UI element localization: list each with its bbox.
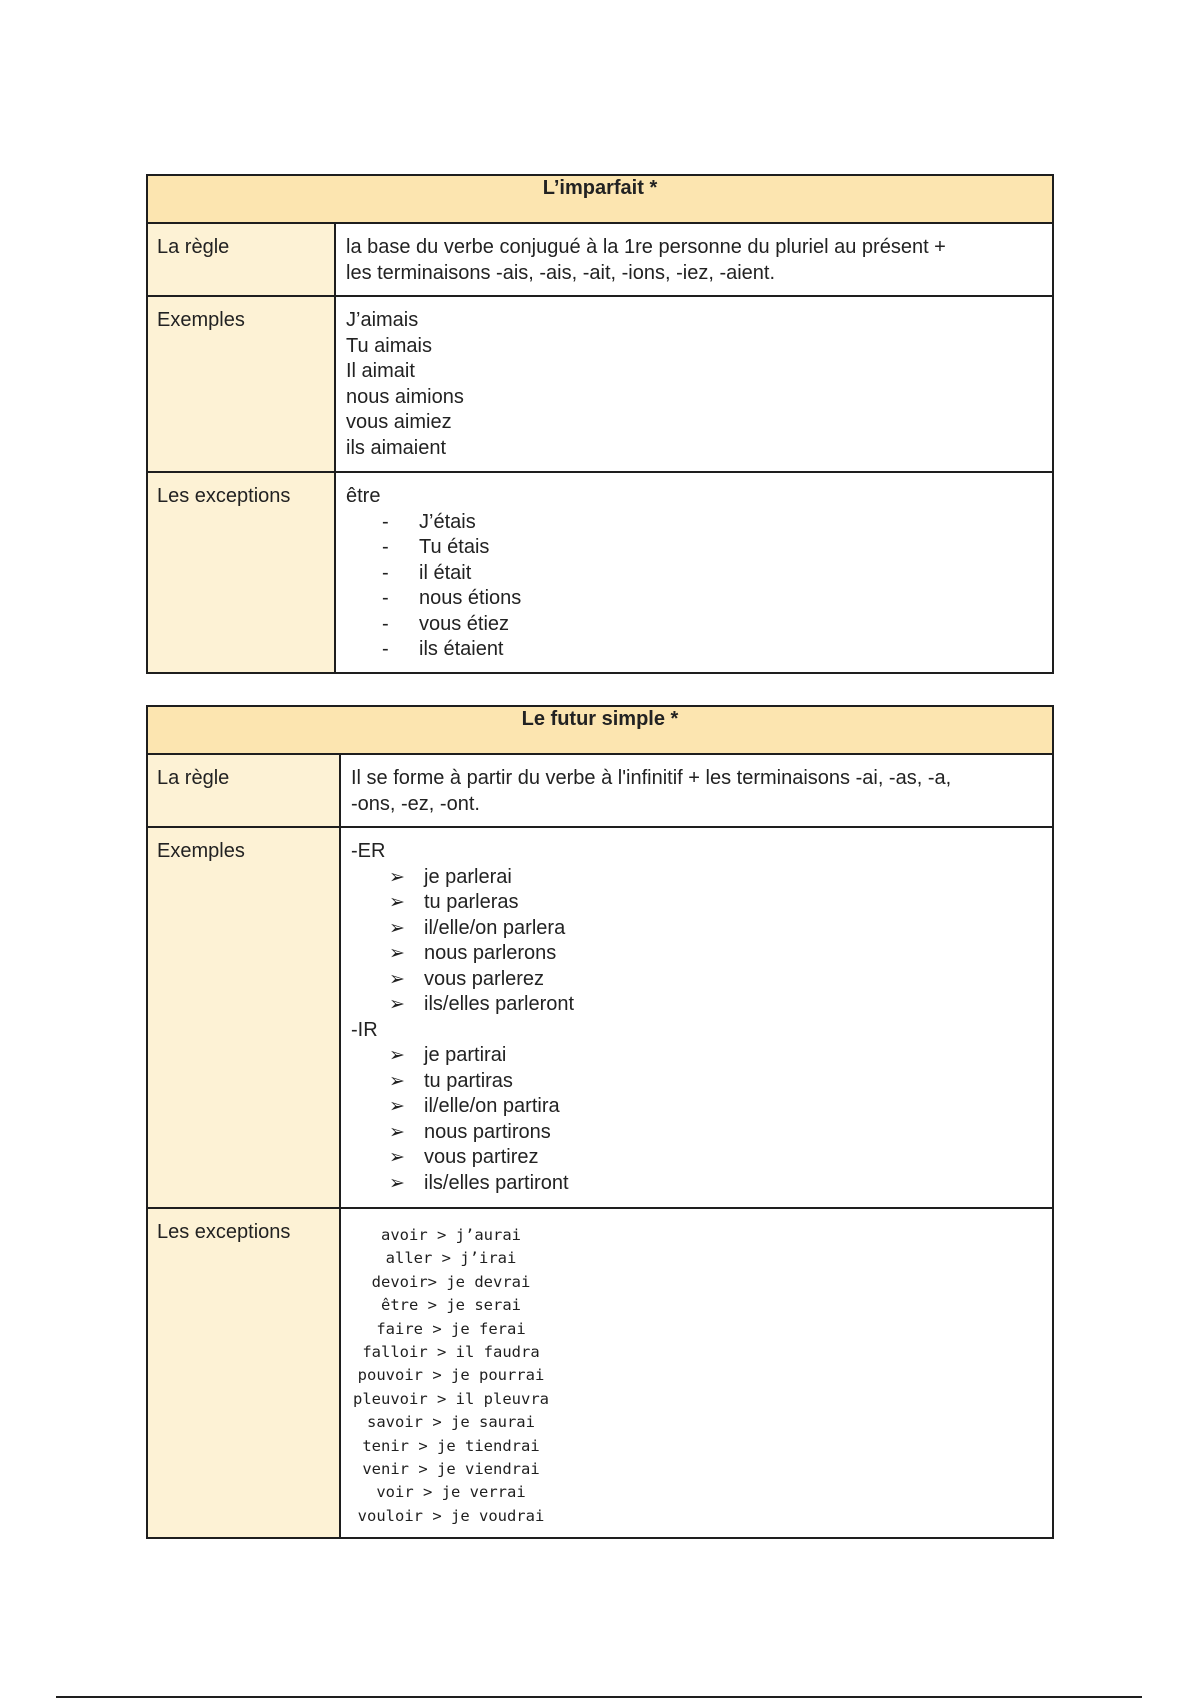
futur-exceptions — [340, 1208, 1053, 1538]
list-item: voir > je verrai — [376, 1483, 526, 1502]
arrow-bullet-icon: ➢ — [389, 1096, 405, 1117]
list-item: pleuvoir > il pleuvra — [353, 1389, 549, 1408]
list-item — [351, 967, 1043, 993]
list-item-text: tu parleras — [424, 891, 519, 913]
list-item — [351, 1145, 1043, 1171]
list-item: vouloir > je voudrai — [357, 1506, 545, 1525]
list-item-text: ils/elles partiront — [424, 1171, 569, 1194]
list-item — [346, 612, 1043, 638]
arrow-bullet-icon: ➢ — [389, 1045, 405, 1066]
futur-exemples — [340, 827, 1053, 1208]
example-line: ils aimaient — [346, 436, 447, 459]
example-line: Tu aimais — [346, 334, 432, 357]
list-item-text: il/elle/on parlera — [424, 916, 566, 939]
imparfait-exemples-label: Exemples — [147, 296, 335, 472]
list-item-text: il était — [419, 561, 472, 584]
list-item — [351, 865, 1043, 891]
dash-bullet: - — [382, 536, 389, 558]
example-line: Il aimait — [346, 360, 415, 382]
group-heading: -IR — [351, 1018, 378, 1041]
arrow-bullet-icon: ➢ — [389, 1121, 405, 1143]
futur-regle-line: Il se forme à partir du verbe à l'infinitif + les terminaisons -ai, -as, -a, — [351, 767, 952, 789]
list-item-text: J’étais — [419, 510, 476, 533]
list-item: falloir > il faudra — [362, 1343, 540, 1362]
futur-simple-table — [146, 705, 1054, 1539]
futur-regle-line: -ons, -ez, -ont. — [351, 792, 480, 815]
list-item-text: nous étions — [419, 587, 522, 609]
list-item — [351, 941, 1043, 967]
futur-regle-label: La règle — [147, 754, 340, 827]
dash-bullet: - — [382, 561, 389, 584]
list-item-text: ils étaient — [419, 638, 504, 660]
list-item — [351, 1171, 1043, 1197]
futur-title: Le futur simple * — [147, 706, 1053, 754]
irregular-verbs-list — [351, 1224, 551, 1528]
dash-bullet: - — [382, 587, 389, 609]
list-item — [351, 890, 1043, 916]
list-item — [351, 992, 1043, 1018]
imparfait-exceptions — [335, 472, 1053, 673]
list-item-text: Tu étais — [419, 536, 490, 558]
list-item: pouvoir > je pourrai — [357, 1366, 545, 1385]
list-item — [346, 510, 1043, 536]
list-item-text: ils/elles parleront — [424, 993, 575, 1015]
imparfait-regle-line: les terminaisons -ais, -ais, -ait, -ions, -iez, -aient. — [346, 261, 776, 284]
imparfait-exemples-list — [335, 296, 1053, 472]
example-line: nous aimions — [346, 385, 464, 408]
list-item-text: nous parlerons — [424, 942, 557, 964]
list-item-text: nous partirons — [424, 1120, 551, 1143]
list-item: aller > j’irai — [385, 1249, 517, 1268]
arrow-bullet-icon: ➢ — [389, 1070, 405, 1092]
arrow-bullet-icon: ➢ — [389, 917, 405, 939]
list-item — [351, 1120, 1043, 1146]
exception-verb: être — [346, 485, 381, 507]
list-item: avoir > j’aurai — [381, 1226, 521, 1244]
example-line: vous aimiez — [346, 411, 452, 433]
list-item: faire > je ferai — [376, 1319, 526, 1338]
ir-verbs-list — [351, 1043, 1043, 1196]
list-item — [351, 1043, 1043, 1069]
dash-bullet: - — [382, 612, 389, 635]
arrow-bullet-icon: ➢ — [389, 892, 405, 913]
list-item: être > je serai — [381, 1296, 521, 1315]
futur-exemples-label: Exemples — [147, 827, 340, 1208]
list-item — [346, 535, 1043, 561]
list-item-text: il/elle/on partira — [424, 1095, 560, 1117]
example-line: J’aimais — [346, 309, 419, 331]
arrow-bullet-icon: ➢ — [389, 1172, 405, 1194]
list-item-text: je parlerai — [424, 865, 512, 888]
imparfait-regle-label: La règle — [147, 223, 335, 296]
arrow-bullet-icon: ➢ — [389, 943, 405, 964]
list-item: tenir > je tiendrai — [362, 1436, 540, 1455]
arrow-bullet-icon: ➢ — [389, 866, 405, 888]
list-item — [346, 586, 1043, 612]
dash-bullet: - — [382, 510, 389, 533]
list-item: savoir > je saurai — [367, 1413, 535, 1432]
list-item-text: vous partirez — [424, 1146, 539, 1168]
arrow-bullet-icon: ➢ — [389, 994, 405, 1015]
futur-exceptions-label: Les exceptions — [147, 1208, 340, 1538]
footer-divider — [56, 1696, 1142, 1698]
etre-conjugation-list — [346, 510, 1043, 663]
arrow-bullet-icon: ➢ — [389, 968, 405, 990]
imparfait-title: L’imparfait * — [147, 175, 1053, 223]
list-item — [351, 916, 1043, 942]
imparfait-regle-text — [335, 223, 1053, 296]
imparfait-table — [146, 174, 1054, 674]
list-item-text: vous parlerez — [424, 967, 545, 990]
imparfait-exceptions-label: Les exceptions — [147, 472, 335, 673]
er-verbs-list — [351, 865, 1043, 1018]
futur-regle-text — [340, 754, 1053, 827]
list-item — [351, 1094, 1043, 1120]
dash-bullet: - — [382, 638, 389, 660]
list-item — [346, 561, 1043, 587]
list-item-text: tu partiras — [424, 1069, 513, 1092]
arrow-bullet-icon: ➢ — [389, 1147, 405, 1168]
list-item-text: vous étiez — [419, 612, 510, 635]
list-item: devoir> je devrai — [371, 1272, 531, 1291]
list-item-text: je partirai — [424, 1044, 507, 1066]
list-item: venir > je viendrai — [362, 1460, 540, 1479]
list-item — [351, 1069, 1043, 1095]
list-item — [346, 637, 1043, 663]
group-heading: -ER — [351, 840, 386, 862]
imparfait-regle-line: la base du verbe conjugué à la 1re personne du pluriel au présent + — [346, 236, 946, 258]
